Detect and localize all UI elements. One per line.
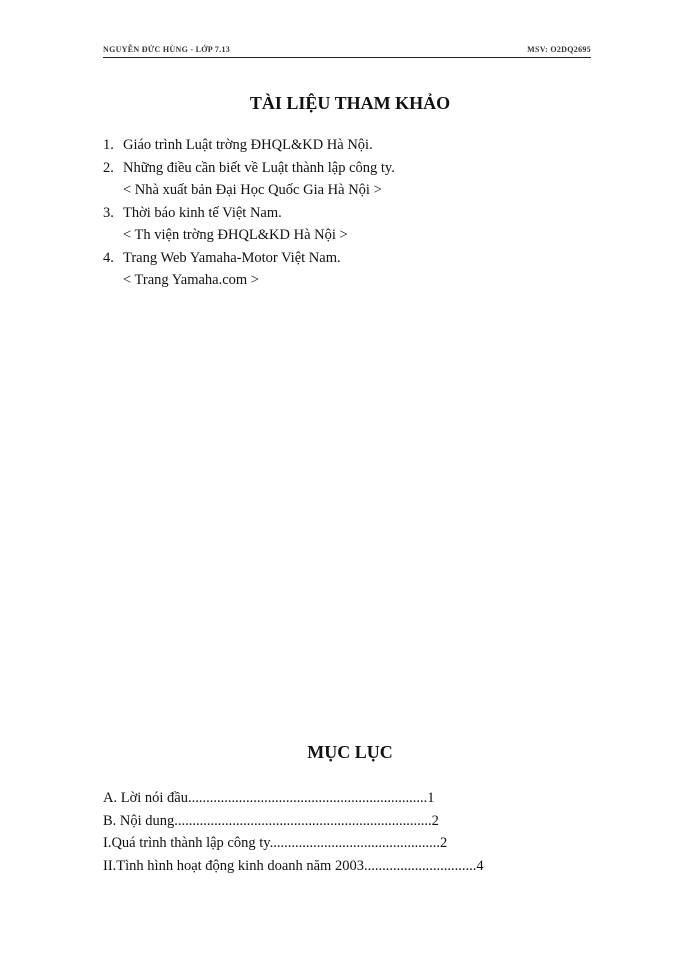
reference-text: Thời báo kinh tế Việt Nam. [123,204,282,221]
references-list [103,134,623,292]
reference-item [103,134,623,157]
toc-entry: B. Nội dung.......................................................................2 [103,812,439,829]
reference-source: < Th viện trờng ĐHQL&KD Hà Nội > [123,227,348,243]
reference-text: Giáo trình Luật trờng ĐHQL&KD Hà Nội. [123,137,373,153]
reference-text: Những điều cần biết về Luật thành lập công ty. [123,159,395,176]
header-student-id: MSV: O2DQ2695 [527,45,591,54]
reference-number: 3. [103,204,114,221]
toc-entry: A. Lời nói đầu..................................................................1 [103,790,435,806]
reference-text: Trang Web Yamaha-Motor Việt Nam. [123,249,341,266]
page-header [103,43,591,58]
table-of-contents [103,787,623,877]
reference-number: 1. [103,137,114,153]
header-author: NGUYỄN ĐỨC HÙNG - LỚP 7.13 [103,45,231,54]
reference-item [103,247,623,292]
toc-entry: II.Tình hình hoạt động kinh doanh năm 2003...............................4 [103,857,484,874]
toc-entry: I.Quá trình thành lập công ty...............................................2 [103,835,448,851]
reference-item [103,157,623,202]
references-title: TÀI LIỆU THAM KHẢO [249,93,451,113]
reference-item [103,202,623,247]
reference-source: < Nhà xuất bản Đại Học Quốc Gia Hà Nội > [123,182,382,198]
reference-source: < Trang Yamaha.com > [123,272,259,288]
toc-title: MỤC LỤC [307,742,393,762]
reference-number: 2. [103,159,114,176]
reference-number: 4. [103,249,114,266]
